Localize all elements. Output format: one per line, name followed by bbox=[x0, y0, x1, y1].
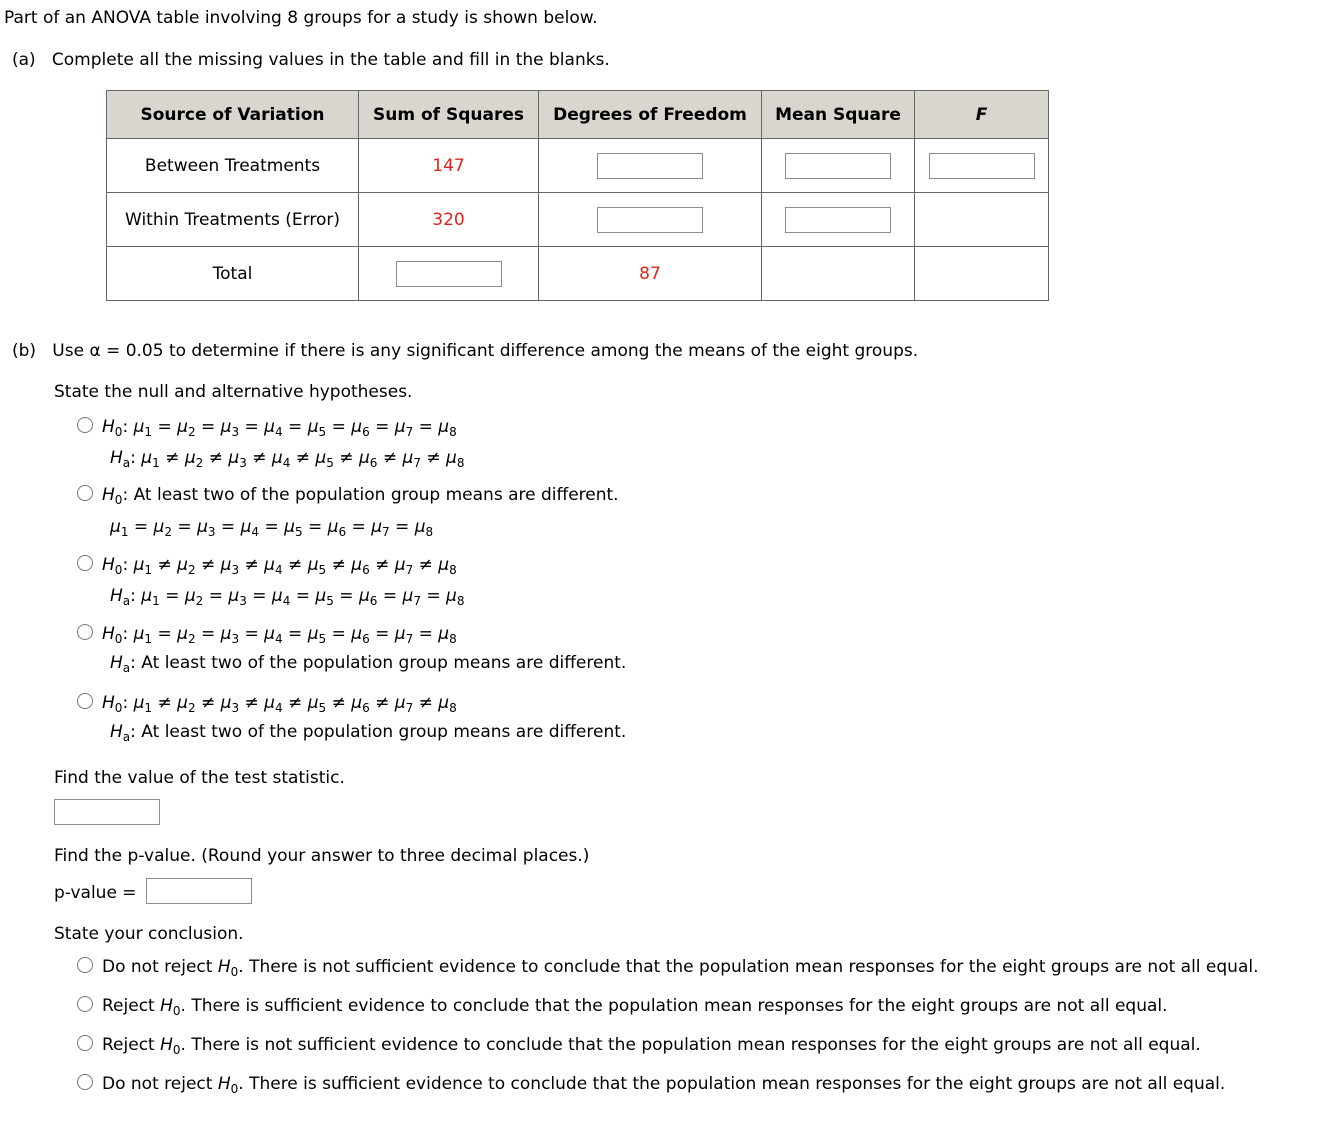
conclusion-option-4[interactable]: Do not reject $H_0$. There is sufficient evidence to conclude that the population mean responses for the eight groups are not all equal. bbox=[77, 1074, 1225, 1094]
hypothesis-option-1[interactable]: $H_0$: $\mu_1 = \mu_2 = \mu_3 = \mu_4 = \mu_5 = \mu_6 = \mu_7 = \mu_8$ bbox=[77, 417, 457, 437]
radio-button[interactable] bbox=[77, 1035, 93, 1051]
part-b-heading bbox=[12, 341, 918, 361]
pvalue-label: p-value = bbox=[54, 883, 137, 903]
header-f: F bbox=[915, 91, 1049, 139]
hypotheses-prompt: State the null and alternative hypotheses. bbox=[54, 382, 413, 402]
hypothesis-option-2[interactable]: $H_0$: At least two of the population group means are different. bbox=[77, 485, 619, 505]
conclusion-text: There is not sufficient evidence to conclude that the population mean responses for the eight groups are not all equal. bbox=[191, 1035, 1201, 1055]
part-a-heading bbox=[12, 50, 610, 70]
hypothesis-option-4-ha: $H_a$: At least two of the population group means are different. bbox=[110, 653, 627, 675]
table-row bbox=[107, 193, 1049, 247]
radio-button[interactable] bbox=[77, 996, 93, 1012]
hypothesis-option-5-ha: $H_a$: At least two of the population group means are different. bbox=[110, 722, 627, 744]
conclusion-text: There is sufficient evidence to conclude that the population mean responses for the eight groups are not all equal. bbox=[191, 996, 1168, 1016]
pvalue-input[interactable] bbox=[146, 878, 252, 904]
part-a-label: (a) bbox=[12, 50, 36, 70]
intro-text: Part of an ANOVA table involving 8 groups for a study is shown below. bbox=[4, 8, 598, 28]
part-b-instruction: Use α = 0.05 to determine if there is any significant difference among the means of the eight groups. bbox=[52, 341, 919, 361]
radio-button[interactable] bbox=[77, 957, 93, 973]
at-least-two-text: At least two of the population group means are different. bbox=[141, 653, 627, 673]
table-row bbox=[107, 139, 1049, 193]
row-total-source: Total bbox=[107, 247, 359, 301]
radio-button[interactable] bbox=[77, 1074, 93, 1090]
header-source: Source of Variation bbox=[107, 91, 359, 139]
total-ss-input[interactable] bbox=[396, 261, 502, 287]
radio-button[interactable] bbox=[77, 624, 93, 640]
within-df-input[interactable] bbox=[597, 207, 703, 233]
radio-button[interactable] bbox=[77, 693, 93, 709]
part-a-instruction: Complete all the missing values in the table and fill in the blanks. bbox=[51, 50, 610, 70]
conclusion-text: There is sufficient evidence to conclude that the population mean responses for the eight groups are not all equal. bbox=[249, 1074, 1226, 1094]
conclusion-action: Reject bbox=[102, 1035, 155, 1055]
hypothesis-option-4[interactable]: $H_0$: $\mu_1 = \mu_2 = \mu_3 = \mu_4 = \mu_5 = \mu_6 = \mu_7 = \mu_8$ bbox=[77, 624, 457, 644]
table-header-row bbox=[107, 91, 1049, 139]
conclusion-action: Do not reject bbox=[102, 957, 213, 977]
anova-table bbox=[106, 90, 1049, 301]
radio-button[interactable] bbox=[77, 485, 93, 501]
f-input[interactable] bbox=[929, 153, 1035, 179]
pvalue-prompt: Find the p-value. (Round your answer to three decimal places.) bbox=[54, 846, 590, 866]
test-stat-prompt: Find the value of the test statistic. bbox=[54, 768, 345, 788]
at-least-two-text: At least two of the population group means are different. bbox=[141, 722, 627, 742]
conclusion-text: There is not sufficient evidence to conclude that the population mean responses for the eight groups are not all equal. bbox=[249, 957, 1259, 977]
empty-cell bbox=[762, 247, 915, 301]
conclusion-action: Do not reject bbox=[102, 1074, 213, 1094]
pvalue-row bbox=[54, 878, 252, 904]
at-least-two-text: At least two of the population group means are different. bbox=[133, 485, 619, 505]
empty-cell bbox=[915, 193, 1049, 247]
row-within-ss: 320 bbox=[359, 193, 539, 247]
conclusion-prompt: State your conclusion. bbox=[54, 924, 244, 944]
within-ms-input[interactable] bbox=[785, 207, 891, 233]
conclusion-option-1[interactable]: Do not reject $H_0$. There is not sufficient evidence to conclude that the population mean responses for the eight groups are not all equal. bbox=[77, 957, 1259, 977]
hypothesis-option-3[interactable]: $H_0$: $\mu_1 \ne \mu_2 \ne \mu_3 \ne \mu_4 \ne \mu_5 \ne \mu_6 \ne \mu_7 \ne \mu_8$ bbox=[77, 555, 457, 575]
hypothesis-option-1-ha: $H_a$: $\mu_1 \ne \mu_2 \ne \mu_3 \ne \mu_4 \ne \mu_5 \ne \mu_6 \ne \mu_7 \ne \mu_8$ bbox=[110, 448, 465, 470]
between-ms-input[interactable] bbox=[785, 153, 891, 179]
table-row bbox=[107, 247, 1049, 301]
hypothesis-option-2-ha: $\mu_1 = \mu_2 = \mu_3 = \mu_4 = \mu_5 = \mu_6 = \mu_7 = \mu_8$ bbox=[110, 517, 434, 539]
conclusion-option-3[interactable]: Reject $H_0$. There is not sufficient evidence to conclude that the population mean responses for the eight groups are not all equal. bbox=[77, 1035, 1201, 1055]
row-total-df: 87 bbox=[539, 247, 762, 301]
header-df: Degrees of Freedom bbox=[539, 91, 762, 139]
row-between-source: Between Treatments bbox=[107, 139, 359, 193]
row-between-ss: 147 bbox=[359, 139, 539, 193]
test-stat-input[interactable] bbox=[54, 799, 160, 825]
part-b-label: (b) bbox=[12, 341, 37, 361]
empty-cell bbox=[915, 247, 1049, 301]
header-ms: Mean Square bbox=[762, 91, 915, 139]
conclusion-action: Reject bbox=[102, 996, 155, 1016]
hypothesis-option-3-ha: $H_a$: $\mu_1 = \mu_2 = \mu_3 = \mu_4 = \mu_5 = \mu_6 = \mu_7 = \mu_8$ bbox=[110, 586, 465, 608]
between-df-input[interactable] bbox=[597, 153, 703, 179]
conclusion-option-2[interactable]: Reject $H_0$. There is sufficient evidence to conclude that the population mean responses for the eight groups are not all equal. bbox=[77, 996, 1168, 1016]
radio-button[interactable] bbox=[77, 555, 93, 571]
radio-button[interactable] bbox=[77, 417, 93, 433]
hypothesis-option-5[interactable]: $H_0$: $\mu_1 \ne \mu_2 \ne \mu_3 \ne \mu_4 \ne \mu_5 \ne \mu_6 \ne \mu_7 \ne \mu_8$ bbox=[77, 693, 457, 713]
header-ss: Sum of Squares bbox=[359, 91, 539, 139]
row-within-source: Within Treatments (Error) bbox=[107, 193, 359, 247]
